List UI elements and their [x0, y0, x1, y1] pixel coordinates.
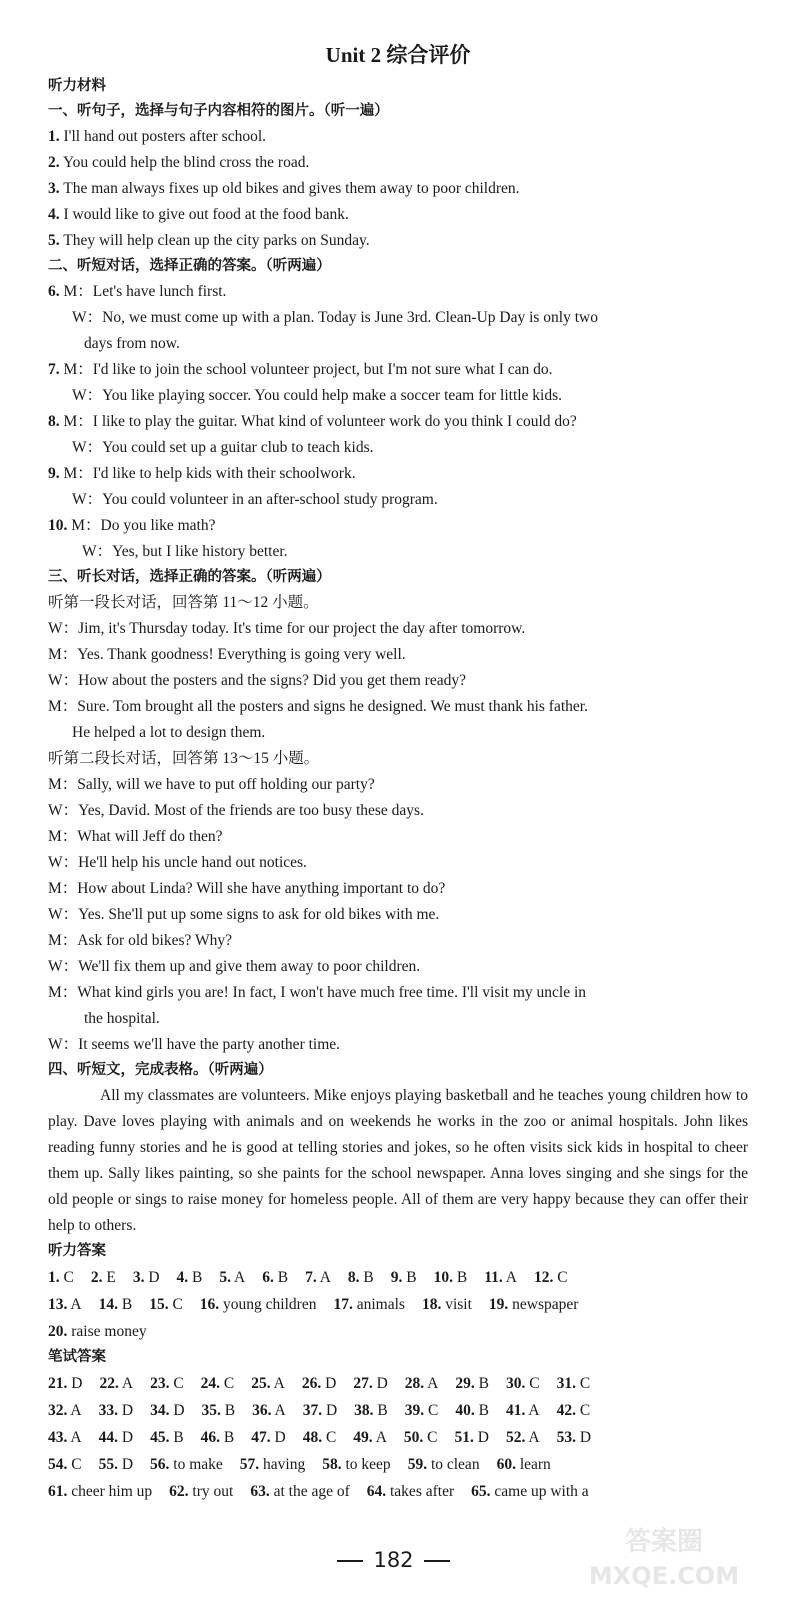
answer-item [506, 1370, 540, 1397]
answer-value: B [363, 1269, 374, 1286]
answer-item [455, 1397, 489, 1424]
answer-value: A [273, 1375, 285, 1392]
answer-item [484, 1264, 517, 1291]
answer-number: 59. [407, 1456, 428, 1473]
answer-value: D [148, 1269, 160, 1286]
answer-item [48, 1478, 152, 1505]
answer-number: 47. [251, 1429, 271, 1446]
answer-value: A [319, 1269, 331, 1286]
page-title: Unit 2 综合评价 [325, 43, 471, 67]
watermark-logo [559, 1520, 769, 1592]
answer-item [455, 1424, 489, 1451]
answer-value: raise money [71, 1323, 147, 1340]
answer-value: try out [192, 1483, 234, 1500]
answer-value: C [63, 1269, 74, 1286]
dialogue-line: 6. M：Let's have lunch first. [48, 283, 227, 300]
answer-row [48, 1478, 748, 1505]
passage-text: All my classmates are volunteers. Mike enjoys playing basketball and he teaches young children how to play. Dave loves playing with animals and on weekends he works in the zoo or animal hospitals. John likes reading funny stories and he is good at telling stories and jokes, so he often visits sick kids in hospital to cheer them up. Sally likes painting, so she paints for the school newspaper. Anna loves singing and she sings for the old people or sings to raise money for homeless people. All of them are very happy because they can offer their help to others. [48, 1087, 748, 1234]
answer-row [48, 1424, 748, 1451]
answer-item [434, 1264, 468, 1291]
answer-item [91, 1264, 116, 1291]
answer-number: 11. [484, 1269, 503, 1286]
answer-item [455, 1370, 489, 1397]
answer-number: 34. [150, 1402, 170, 1419]
answer-number: 41. [505, 1402, 526, 1419]
answer-value: A [70, 1429, 82, 1446]
answer-item [48, 1451, 82, 1478]
dialogue-line: M：How about Linda? Will she have anything important to do? [48, 880, 446, 897]
answer-item [251, 1370, 285, 1397]
answer-number: 53. [556, 1429, 576, 1446]
answer-item [48, 1264, 74, 1291]
answer-number: 44. [98, 1429, 118, 1446]
answer-number: 58. [322, 1456, 342, 1473]
answer-row [48, 1291, 748, 1318]
answer-number: 8. [347, 1269, 360, 1286]
answer-row [48, 1397, 748, 1424]
answer-value: B [192, 1269, 203, 1286]
answer-number: 2. [90, 1269, 103, 1286]
answer-item [506, 1397, 540, 1424]
answer-item [48, 1370, 82, 1397]
answer-number: 5. [219, 1269, 231, 1286]
answer-number: 55. [98, 1456, 118, 1473]
answer-row [48, 1451, 748, 1478]
answer-item [177, 1264, 203, 1291]
answer-value: cheer him up [71, 1483, 153, 1500]
answer-number: 10. [433, 1269, 453, 1286]
answer-value: came up with a [494, 1483, 589, 1500]
answer-item [240, 1451, 305, 1478]
dialogue-line: W：Yes. She'll put up some signs to ask for old bikes with me. [48, 906, 440, 923]
part3-sub2: 听第二段长对话，回答第 13～15 小题。 [48, 750, 320, 767]
answer-value: C [428, 1402, 439, 1419]
answer-value: C [427, 1429, 438, 1446]
answer-number: 33. [98, 1402, 118, 1419]
answer-item [250, 1478, 349, 1505]
answer-item [219, 1264, 245, 1291]
answer-value: C [172, 1296, 183, 1313]
page-number: 182 [373, 1548, 414, 1572]
answer-item [354, 1397, 388, 1424]
answer-item [348, 1264, 374, 1291]
dialogue-line: M：Ask for old bikes? Why? [48, 932, 232, 949]
answer-number: 18. [421, 1296, 442, 1313]
answer-item [99, 1291, 133, 1318]
answer-item [303, 1424, 337, 1451]
answer-number: 49. [353, 1429, 373, 1446]
watermark-line1: 答案圈 [624, 1527, 704, 1557]
answer-value: C [173, 1375, 184, 1392]
answer-row [48, 1370, 748, 1397]
answer-item [405, 1397, 439, 1424]
dialogue-line: M：Yes. Thank goodness! Everything is going very well. [48, 646, 406, 663]
answer-item [557, 1397, 591, 1424]
answer-value: A [121, 1375, 134, 1392]
answer-value: B [277, 1269, 289, 1286]
part1-item: 4. I would like to give out food at the food bank. [48, 206, 349, 223]
answer-value: B [456, 1269, 468, 1286]
answer-item [48, 1397, 82, 1424]
watermark-line2: MXQE.COM [588, 1562, 740, 1590]
answer-number: 62. [169, 1483, 189, 1500]
dialogue-line: W：You like playing soccer. You could help make a soccer team for little kids. [72, 387, 563, 404]
part3-heading: 三、听长对话，选择正确的答案。（听两遍） [48, 569, 331, 585]
answer-item [302, 1370, 336, 1397]
answer-value: D [579, 1429, 592, 1446]
answer-value: young children [223, 1296, 317, 1313]
answer-number: 22. [99, 1375, 119, 1392]
footer-dash [424, 1560, 450, 1562]
answer-item [48, 1424, 82, 1451]
answer-number: 39. [404, 1402, 425, 1419]
answer-item [506, 1424, 540, 1451]
answer-item [150, 1451, 223, 1478]
answer-number: 3. [132, 1269, 145, 1286]
dialogue-line: M：Sally, will we have to put off holding our party? [48, 776, 375, 793]
dialogue-line: W：Yes, but I like history better. [82, 543, 288, 560]
answer-number: 21. [48, 1375, 68, 1392]
answer-value: B [406, 1269, 417, 1286]
answer-item [303, 1397, 337, 1424]
answer-item [251, 1424, 285, 1451]
answer-item [48, 1318, 147, 1345]
answer-value: D [477, 1429, 489, 1446]
part3-sub1: 听第一段长对话，回答第 11～12 小题。 [48, 594, 319, 611]
answer-item [497, 1451, 551, 1478]
listening-answers [48, 1264, 748, 1345]
dialogue-line: W：No, we must come up with a plan. Today is June 3rd. Clean-Up Day is only two [72, 309, 598, 326]
answer-number: 43. [48, 1429, 68, 1446]
answer-value: B [478, 1402, 489, 1419]
answer-item [557, 1370, 591, 1397]
answer-item [534, 1264, 568, 1291]
answer-value: A [375, 1429, 387, 1446]
answer-item [305, 1264, 331, 1291]
answer-value: D [173, 1402, 185, 1419]
dialogue-line: M：What kind girls you are! In fact, I won't have much free time. I'll visit my uncle in [48, 984, 587, 1001]
answer-value: C [325, 1429, 337, 1446]
answer-number: 46. [200, 1429, 221, 1446]
answer-item [150, 1424, 184, 1451]
answer-number: 56. [150, 1456, 170, 1473]
answer-value: B [224, 1402, 236, 1419]
answer-value: C [223, 1375, 235, 1392]
answer-number: 15. [149, 1296, 169, 1313]
answer-value: D [121, 1402, 134, 1419]
answer-value: newspaper [512, 1296, 579, 1313]
dialogue-line: 8. M：I like to play the guitar. What kind of volunteer work do you think I could do? [48, 413, 577, 430]
answer-value: visit [445, 1296, 472, 1313]
answer-item [48, 1291, 82, 1318]
answer-number: 20. [48, 1323, 68, 1340]
dialogue-line: M：What will Jeff do then? [48, 828, 223, 845]
written-answers [48, 1370, 748, 1505]
answer-number: 50. [403, 1429, 424, 1446]
part1-item: 3. The man always fixes up old bikes and gives them away to poor children. [48, 180, 520, 197]
answer-value: B [173, 1429, 184, 1446]
answer-item [133, 1264, 160, 1291]
answer-number: 45. [150, 1429, 170, 1446]
dialogue-line: 9. M：I'd like to help kids with their schoolwork. [48, 465, 356, 482]
answer-number: 52. [505, 1429, 526, 1446]
answer-value: D [71, 1375, 83, 1392]
part4-heading: 四、听短文，完成表格。（听两遍） [48, 1062, 273, 1078]
listening-answers-heading: 听力答案 [48, 1243, 106, 1259]
dialogue-line: W：You could volunteer in an after-school study program. [72, 491, 438, 508]
answer-item [333, 1291, 404, 1318]
dialogue-line: days from now. [84, 335, 180, 352]
answer-number: 61. [48, 1483, 68, 1500]
dialogue-line: W：Yes, David. Most of the friends are too busy these days. [48, 802, 424, 819]
answer-value: A [528, 1402, 540, 1419]
answer-value: D [376, 1375, 388, 1392]
answer-item [150, 1370, 184, 1397]
dialogue-line: W：You could set up a guitar club to teach kids. [72, 439, 374, 456]
dialogue-line: He helped a lot to design them. [72, 724, 266, 741]
answer-item [471, 1478, 589, 1505]
answer-number: 27. [353, 1375, 373, 1392]
answer-value: B [223, 1429, 235, 1446]
answer-number: 37. [302, 1402, 323, 1419]
answer-value: C [71, 1456, 82, 1473]
answer-value: to clean [430, 1456, 480, 1473]
answer-number: 7. [305, 1269, 317, 1286]
answer-item [99, 1451, 133, 1478]
dialogue-line: the hospital. [84, 1010, 160, 1027]
dialogue-line: W：It seems we'll have the party another time. [48, 1036, 341, 1053]
answer-value: learn [519, 1456, 551, 1473]
answer-item [169, 1478, 233, 1505]
answer-number: 60. [496, 1456, 516, 1473]
part2-heading: 二、听短对话，选择正确的答案。（听两遍） [48, 258, 331, 274]
answer-item [202, 1397, 236, 1424]
answer-value: to make [173, 1456, 223, 1473]
answer-item [353, 1424, 387, 1451]
answer-item [99, 1397, 133, 1424]
dialogue-line: 10. M：Do you like math? [48, 517, 216, 534]
answer-number: 64. [366, 1483, 387, 1500]
dialogue-line: W：He'll help his uncle hand out notices. [48, 854, 307, 871]
answer-value: D [121, 1429, 134, 1446]
part1-list [48, 124, 748, 254]
part1-item: 1. I'll hand out posters after school. [48, 128, 267, 145]
answer-number: 38. [354, 1402, 374, 1419]
answer-item [200, 1291, 317, 1318]
answer-value: E [106, 1269, 116, 1286]
answer-item [201, 1424, 235, 1451]
answer-value: A [528, 1429, 540, 1446]
answer-number: 23. [150, 1375, 170, 1392]
footer-dash [337, 1560, 363, 1562]
answer-number: 6. [262, 1269, 274, 1286]
dialogue-line: W：How about the posters and the signs? Did you get them ready? [48, 672, 466, 689]
written-answers-heading: 笔试答案 [48, 1349, 106, 1365]
answer-item [252, 1397, 286, 1424]
answer-value: D [274, 1429, 286, 1446]
part1-item: 2. You could help the blind cross the road. [48, 154, 310, 171]
answer-value: to keep [345, 1456, 391, 1473]
answer-item [557, 1424, 591, 1451]
answer-number: 40. [455, 1402, 475, 1419]
dialogue-line: M：Sure. Tom brought all the posters and signs he designed. We must thank his father. [48, 698, 588, 715]
answer-item [405, 1370, 439, 1397]
answer-value: A [234, 1269, 246, 1286]
answer-number: 4. [176, 1269, 189, 1286]
answer-number: 25. [251, 1375, 271, 1392]
answer-value: A [505, 1269, 517, 1286]
answer-item [99, 1370, 133, 1397]
answer-value: B [121, 1296, 133, 1313]
answer-value: A [70, 1296, 82, 1313]
part2-dialogues [48, 279, 748, 565]
answer-value: D [325, 1375, 337, 1392]
answer-item [322, 1451, 390, 1478]
answer-value: A [70, 1402, 82, 1419]
answer-item [262, 1264, 288, 1291]
part1-heading: 一、听句子，选择与句子内容相符的图片。（听一遍） [48, 103, 389, 119]
answer-value: B [478, 1375, 489, 1392]
answer-item [489, 1291, 579, 1318]
answer-number: 16. [199, 1296, 220, 1313]
answer-value: C [557, 1269, 568, 1286]
answer-number: 65. [471, 1483, 491, 1500]
dialogue-line: 7. M：I'd like to join the school volunteer project, but I'm not sure what I can do. [48, 361, 553, 378]
answer-number: 9. [390, 1269, 403, 1286]
listening-heading: 听力材料 [48, 78, 106, 94]
answer-number: 13. [48, 1296, 68, 1313]
dialogue-line: W：Jim, it's Thursday today. It's time for our project the day after tomorrow. [48, 620, 526, 637]
answer-number: 14. [98, 1296, 118, 1313]
answer-item [150, 1397, 184, 1424]
answer-number: 35. [201, 1402, 221, 1419]
answer-number: 24. [200, 1375, 221, 1392]
answer-item [99, 1424, 133, 1451]
answer-value: takes after [390, 1483, 455, 1500]
answer-item [353, 1370, 387, 1397]
answer-item [422, 1291, 472, 1318]
answer-number: 31. [556, 1375, 576, 1392]
answer-number: 63. [250, 1483, 270, 1500]
answer-number: 51. [454, 1429, 474, 1446]
answer-item [201, 1370, 235, 1397]
answer-value: D [325, 1402, 338, 1419]
answer-number: 19. [488, 1296, 509, 1313]
answer-number: 1. [48, 1269, 60, 1286]
answer-number: 29. [455, 1375, 475, 1392]
answer-number: 17. [333, 1296, 353, 1313]
answer-item [408, 1451, 480, 1478]
answer-number: 26. [301, 1375, 322, 1392]
answer-item [149, 1291, 183, 1318]
answer-value: A [274, 1402, 286, 1419]
answer-number: 57. [239, 1456, 260, 1473]
answer-value: having [263, 1456, 306, 1473]
answer-number: 48. [302, 1429, 323, 1446]
answer-row [48, 1318, 748, 1345]
answer-value: C [579, 1402, 591, 1419]
answer-value: at the age of [273, 1483, 350, 1500]
answer-value: C [579, 1375, 591, 1392]
answer-item [404, 1424, 438, 1451]
answer-number: 42. [556, 1402, 576, 1419]
answer-page [48, 38, 748, 1505]
answer-item [391, 1264, 417, 1291]
part1-item: 5. They will help clean up the city parks on Sunday. [48, 232, 370, 249]
answer-number: 12. [533, 1269, 554, 1286]
answer-value: animals [356, 1296, 405, 1313]
answer-number: 28. [404, 1375, 425, 1392]
answer-value: C [529, 1375, 540, 1392]
dialogue-line: W：We'll fix them up and give them away to poor children. [48, 958, 421, 975]
answer-number: 36. [252, 1402, 272, 1419]
answer-item [367, 1478, 454, 1505]
answer-value: D [121, 1456, 134, 1473]
answer-value: B [377, 1402, 388, 1419]
answer-row [48, 1264, 748, 1291]
answer-number: 54. [48, 1456, 68, 1473]
answer-value: A [427, 1375, 439, 1392]
answer-number: 32. [48, 1402, 68, 1419]
answer-number: 30. [505, 1375, 526, 1392]
